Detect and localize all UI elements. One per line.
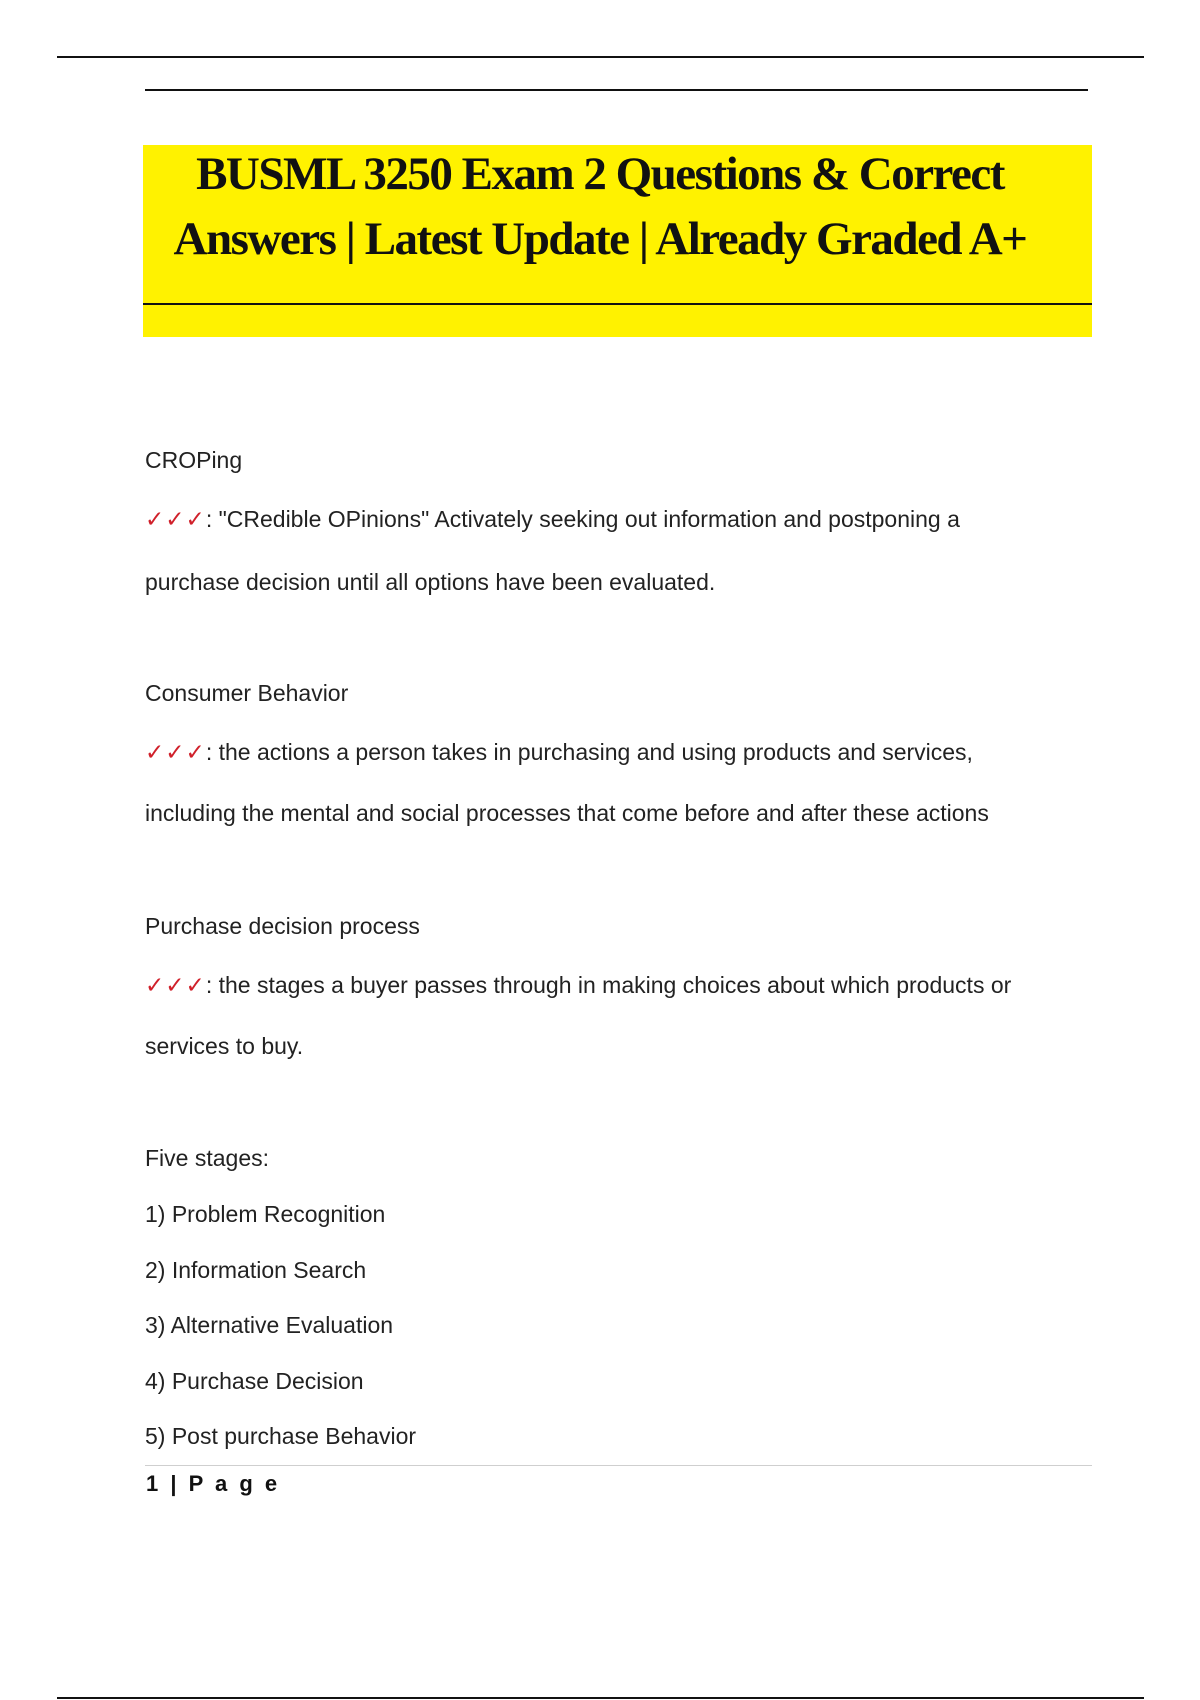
check-mark-icon: ✓✓✓ (145, 739, 206, 765)
list-item: 1) Problem Recognition (145, 1201, 386, 1227)
term-croping: CROPing (145, 447, 243, 473)
answer-line (145, 739, 973, 766)
answer-text: : the actions a person takes in purchasing and using products and services, (205, 739, 973, 765)
footer-rule (145, 1465, 1092, 1466)
stages-heading: Five stages: (145, 1145, 269, 1171)
answer-continuation: services to buy. (145, 1033, 304, 1059)
term-consumer-behavior: Consumer Behavior (145, 680, 349, 706)
answer-line (145, 506, 960, 533)
document-title-line-1: BUSML 3250 Exam 2 Questions & Correct (196, 148, 1004, 200)
answer-line (145, 972, 1011, 999)
list-item: 3) Alternative Evaluation (145, 1312, 394, 1338)
check-mark-icon: ✓✓✓ (145, 972, 206, 998)
list-item: 2) Information Search (145, 1257, 367, 1283)
bottom-border-rule (57, 1697, 1144, 1699)
answer-text: : "CRedible OPinions" Activately seeking out information and postponing a (205, 506, 960, 532)
header-rule (145, 89, 1088, 91)
term-purchase-decision-process: Purchase decision process (145, 913, 420, 939)
top-border-rule (57, 56, 1144, 58)
list-item: 4) Purchase Decision (145, 1368, 364, 1394)
page-number: 1 | P a g e (146, 1471, 281, 1496)
title-banner-rule (143, 303, 1092, 305)
answer-text: : the stages a buyer passes through in making choices about which products or (205, 972, 1012, 998)
document-title-line-2: Answers | Latest Update | Already Graded A+ (173, 213, 1027, 265)
list-item: 5) Post purchase Behavior (145, 1423, 417, 1449)
answer-continuation: including the mental and social processes that come before and after these actions (145, 800, 989, 826)
answer-continuation: purchase decision until all options have been evaluated. (145, 569, 716, 595)
check-mark-icon: ✓✓✓ (145, 506, 206, 532)
